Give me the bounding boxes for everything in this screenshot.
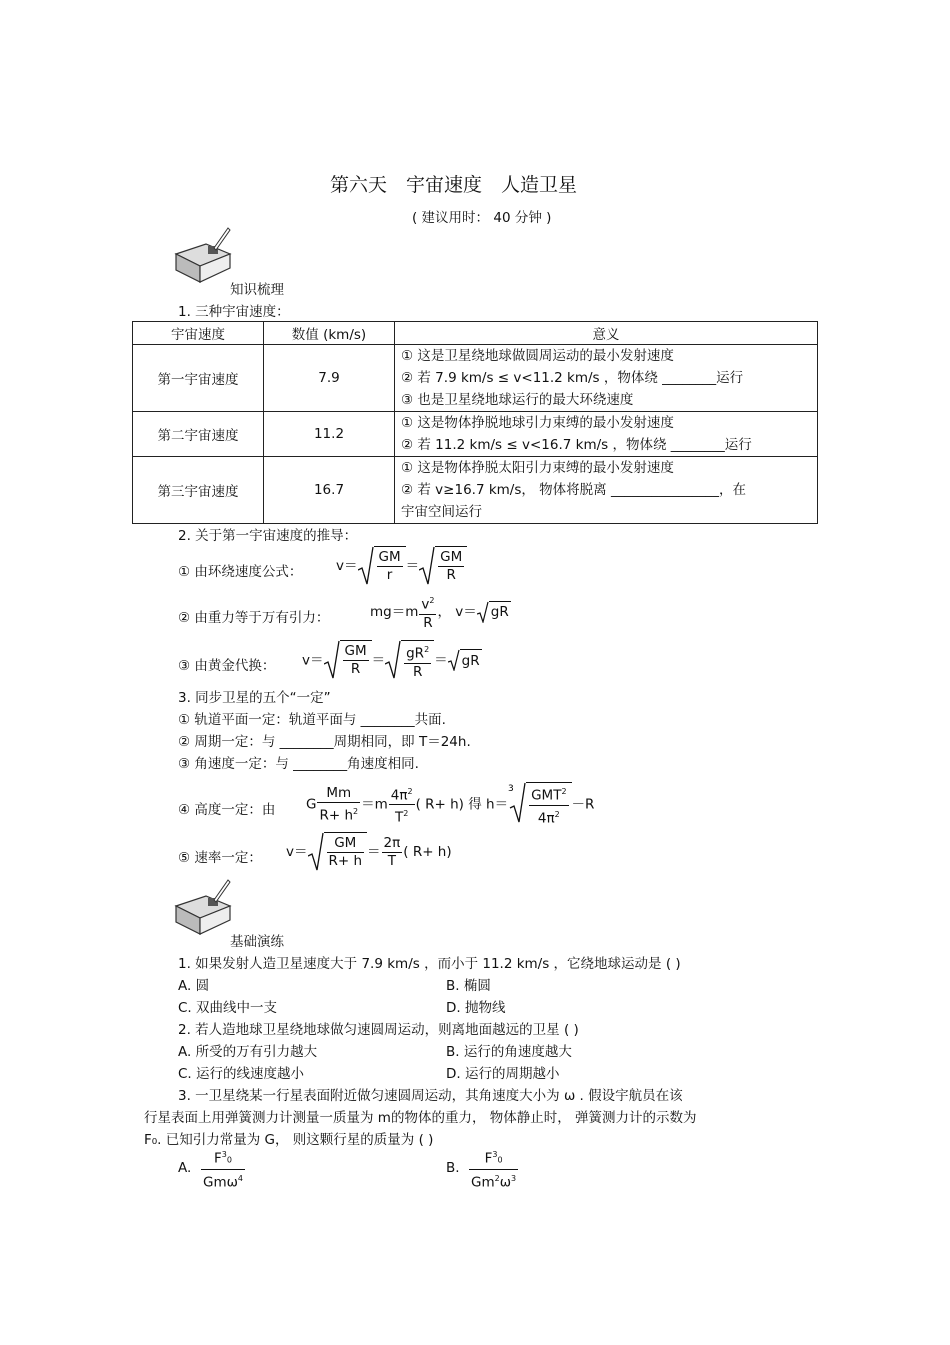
table-row: [133, 412, 818, 457]
meaning-line: ② 若 v≥16.7 km/s， 物体将脱离 ________________，在: [401, 482, 746, 498]
sync-rule-3: ③ 角速度一定：与 ________角速度相同.: [178, 756, 419, 772]
derivation-3-label: ③ 由黄金代换：: [178, 658, 276, 674]
svg-text:3: 3: [508, 784, 514, 794]
formula-option-b: $\frac{F^30}{Gm^2\omega^3}$: [468, 1146, 519, 1191]
option: C. 运行的线速度越小: [178, 1066, 305, 1082]
table-cell: [395, 457, 818, 524]
formula-golden-substitution: v＝ $\frac{GM}{R}$ ＝ $\frac{gR^2}{R}$ ＝ gR: [302, 640, 482, 681]
table-row: [133, 345, 818, 412]
sync-rule-5-label: ⑤ 速率一定：: [178, 850, 262, 866]
table-cell: [395, 345, 818, 412]
meaning-line: ① 这是卫星绕地球做圆周运动的最小发射速度: [401, 348, 674, 364]
table-cell: [395, 412, 818, 457]
option: C. 双曲线中一支: [178, 1000, 278, 1016]
formula-speed: v＝ $\frac{GM}{R+ h}$ ＝ $\frac{2\pi}{T}$ ( R+ h): [286, 832, 452, 872]
meaning-line: ③ 也是卫星绕地球运行的最大环绕速度: [401, 392, 634, 408]
meaning-line: ② 若 11.2 km/s ≤ v<16.7 km/s ，物体绕 ________运行: [401, 437, 752, 453]
table-header: 宇宙速度: [133, 322, 264, 345]
formula-option-a: $\frac{F^30}{Gm\omega^4}$: [200, 1146, 246, 1191]
derivation-2-label: ② 由重力等于万有引力：: [178, 610, 330, 626]
suggested-time: ( 建议用时： 40 分钟 ): [412, 210, 552, 226]
table-cell: 16.7: [264, 457, 395, 524]
table-cell: 第三宇宙速度: [133, 457, 264, 524]
sync-rule-2: ② 周期一定：与 ________周期相同，即 T＝24h.: [178, 734, 471, 750]
table-cell: 第一宇宙速度: [133, 345, 264, 412]
section-heading: 知识梳理: [230, 282, 284, 298]
table-cell: 11.2: [264, 412, 395, 457]
cosmic-velocity-table: [132, 321, 818, 524]
page-title: 第六天 宇宙速度 人造卫星: [330, 174, 578, 196]
formula-height: G $\frac{Mm}{R+ h^2}$ ＝m $\frac{4\pi^2}{T^2}$ ( R+ h) 得 h＝ 3 $\frac{GMT^2}{4\pi^2}$ －R: [306, 784, 595, 826]
section-heading: 基础演练: [230, 934, 284, 950]
practice-question-3: 3. 一卫星绕某一行星表面附近做匀速圆周运动，其角速度大小为 ω . 假设宇航员在该: [178, 1088, 683, 1104]
sync-rule-4-label: ④ 高度一定：由: [178, 802, 276, 818]
option: B. 椭圆: [446, 978, 491, 994]
table-row: [133, 457, 818, 524]
meaning-line: ② 若 7.9 km/s ≤ v<11.2 km/s ，物体绕 ________运行: [401, 370, 744, 386]
table-cell: 第二宇宙速度: [133, 412, 264, 457]
option: B. 运行的角速度越大: [446, 1044, 572, 1060]
practice-question-3: F₀. 已知引力常量为 G， 则这颗行星的质量为 ( ): [144, 1132, 434, 1148]
option: A. 圆: [178, 978, 210, 994]
book-quill-icon: [172, 226, 234, 284]
derivation-1-label: ① 由环绕速度公式：: [178, 564, 303, 580]
question-2: 2. 关于第一宇宙速度的推导：: [178, 528, 358, 544]
option: A. 所受的万有引力越大: [178, 1044, 318, 1060]
table-cell: 7.9: [264, 345, 395, 412]
formula-gravity-equals: mg＝m $\frac{v^2}{R}$ ， v＝ gR: [370, 592, 511, 632]
option-b-label: B.: [446, 1160, 460, 1176]
sync-rule-1: ① 轨道平面一定：轨道平面与 ________共面.: [178, 712, 446, 728]
book-quill-icon: [172, 878, 234, 936]
question-1: 1. 三种宇宙速度：: [178, 304, 290, 320]
table-header: 数值 (km/s): [264, 322, 395, 345]
table-header: 意义: [395, 322, 818, 345]
meaning-line: 宇宙空间运行: [401, 504, 482, 520]
practice-question-1: 1. 如果发射人造卫星速度大于 7.9 km/s ，而小于 11.2 km/s ，它绕地球运动是 ( ): [178, 956, 681, 972]
practice-question-3: 行星表面上用弹簧测力计测量一质量为 m的物体的重力， 物体静止时， 弹簧测力计的示数为: [144, 1110, 697, 1126]
option-a-label: A.: [178, 1160, 192, 1176]
option: D. 运行的周期越小: [446, 1066, 560, 1082]
meaning-line: ① 这是物体挣脱太阳引力束缚的最小发射速度: [401, 460, 674, 476]
option: D. 抛物线: [446, 1000, 506, 1016]
meaning-line: ① 这是物体挣脱地球引力束缚的最小发射速度: [401, 415, 674, 431]
question-3: 3. 同步卫星的五个“一定”: [178, 690, 331, 706]
formula-orbital-velocity: v＝ $\frac{GM}{r}$ ＝ $\frac{GM}{R}$: [336, 546, 467, 586]
practice-question-2: 2. 若人造地球卫星绕地球做匀速圆周运动，则离地面越远的卫星 ( ): [178, 1022, 579, 1038]
